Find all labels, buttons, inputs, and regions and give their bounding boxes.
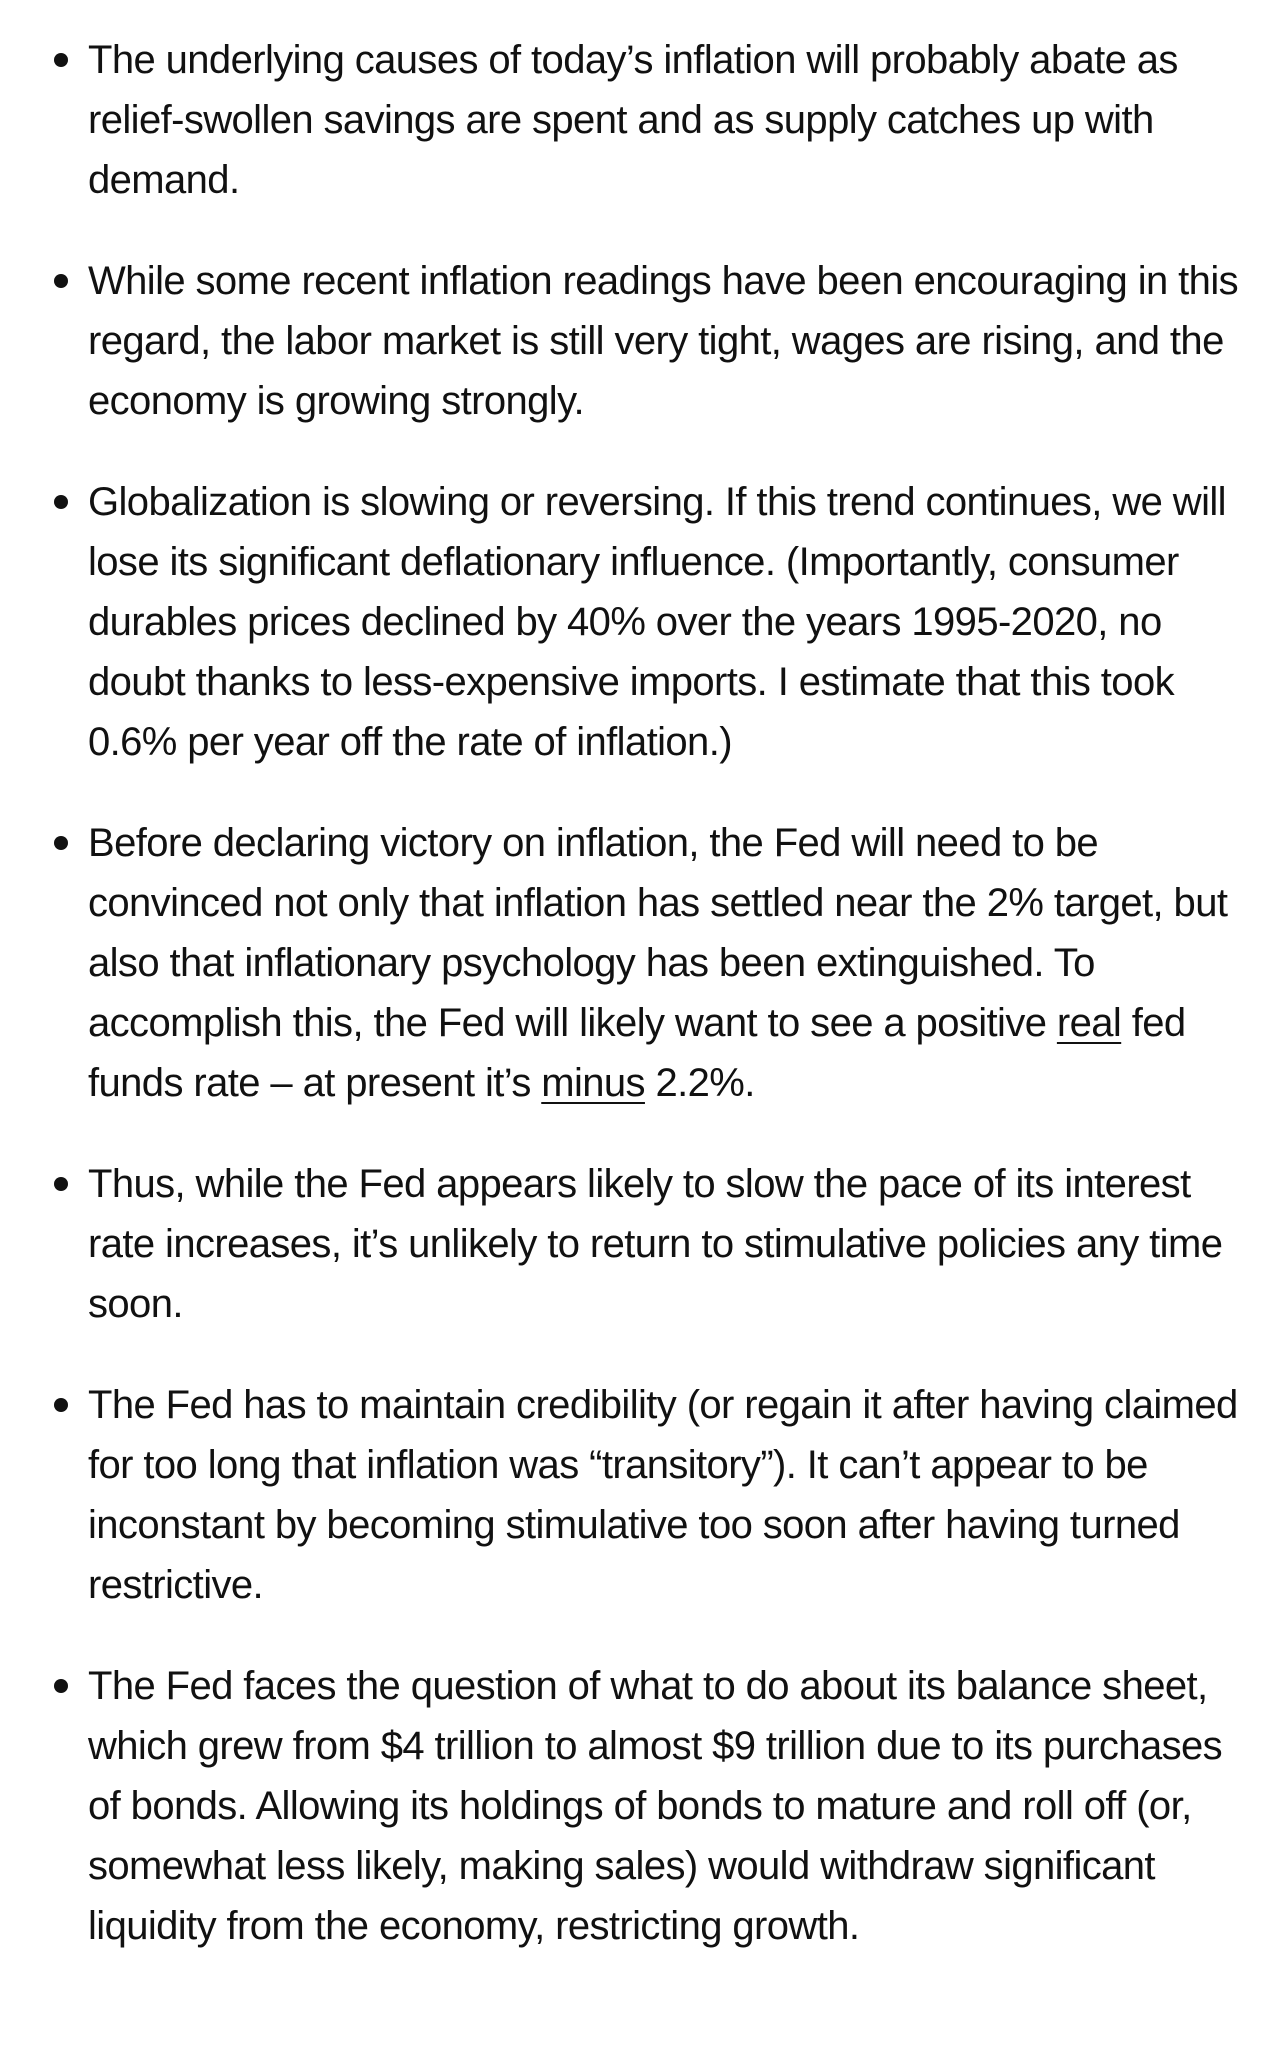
bullet-icon: [54, 836, 68, 850]
list-item: [0, 472, 1277, 772]
bullet-icon: [54, 1679, 68, 1693]
bullet-text-part: 2.2%.: [644, 1061, 755, 1105]
bullet-text: Globalization is slowing or reversing. If this trend continues, we will lose its significant deflationary influence. (Importantly, consumer durables prices declined by 40% over the years 1995-2020, no doubt thanks to less-expensive imports. I estimate that this took 0.6% per year off the rate of inflation.): [88, 480, 1226, 764]
bullet-text: The underlying causes of today’s inflation will probably abate as relief-swollen savings are spent and as supply catches up with demand.: [88, 38, 1178, 202]
bullet-text-part: Before declaring victory on inflation, the Fed will need to be convinced not only that inflation has settled near the 2% target, but also that inflationary psychology has been extinguished. To accomplish this, the Fed will likely want to see a positive: [88, 821, 1228, 1045]
underlined-word-real: real: [1056, 1001, 1122, 1045]
bullet-icon: [54, 1398, 68, 1412]
bullet-icon: [54, 495, 68, 509]
bullet-text-part: fed funds rate – at present it’s: [88, 1001, 1186, 1105]
list-item: [0, 813, 1277, 1113]
list-item: [0, 1154, 1277, 1334]
bullet-icon: [54, 1177, 68, 1191]
list-item: [0, 30, 1277, 210]
list-item: [0, 1375, 1277, 1615]
bullet-text: The Fed has to maintain credibility (or regain it after having claimed for too long that inflation was “transitory”). It can’t appear to be inconstant by becoming stimulative too soon after having turned restrictive.: [88, 1383, 1238, 1607]
bullet-text: Thus, while the Fed appears likely to slow the pace of its interest rate increases, it’s unlikely to return to stimulative policies any time soon.: [88, 1162, 1223, 1326]
bullet-text: While some recent inflation readings have been encouraging in this regard, the labor market is still very tight, wages are rising, and the economy is growing strongly.: [88, 259, 1239, 423]
bullet-text: The Fed faces the question of what to do about its balance sheet, which grew from $4 trillion to almost $9 trillion due to its purchases of bonds. Allowing its holdings of bonds to mature and roll off (or, somewhat less likely, making sales) would withdraw significant liquidity from the economy, restricting growth.: [88, 1664, 1223, 1948]
bullet-icon: [54, 274, 68, 288]
bullet-icon: [54, 53, 68, 67]
list-item: [0, 251, 1277, 431]
underlined-word-minus: minus: [541, 1061, 645, 1105]
list-item: [0, 1656, 1277, 1956]
bullet-list: [0, 30, 1277, 1997]
